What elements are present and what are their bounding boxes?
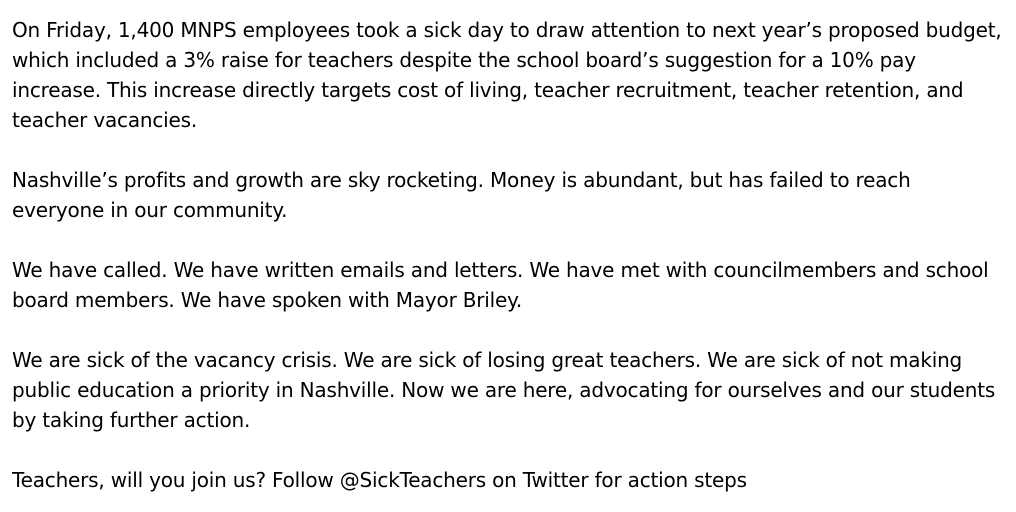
paragraph-call-to-action: Teachers, will you join us? Follow @SickTeachers on Twitter for action steps xyxy=(12,468,747,492)
paragraph-sick-of: We are sick of the vacancy crisis. We are sick of losing great teachers. We are sick of not making public education a priority in Nashville. Now we are here, advocating for ourselves and our students by taking further action. xyxy=(12,348,996,432)
paragraph-nashville-growth: Nashville’s profits and growth are sky rocketing. Money is abundant, but has failed to reach everyone in our community. xyxy=(12,168,911,222)
document-body xyxy=(12,15,1002,495)
paragraph-outreach: We have called. We have written emails and letters. We have met with councilmembers and school board members. We have spoken with Mayor Briley. xyxy=(12,258,989,312)
paragraph-budget: On Friday, 1,400 MNPS employees took a sick day to draw attention to next year’s proposed budget, which included a 3% raise for teachers despite the school board’s suggestion for a 10% pay increase. This increase directly targets cost of living, teacher recruitment, teacher retention, and teacher vacancies. xyxy=(12,18,1002,132)
